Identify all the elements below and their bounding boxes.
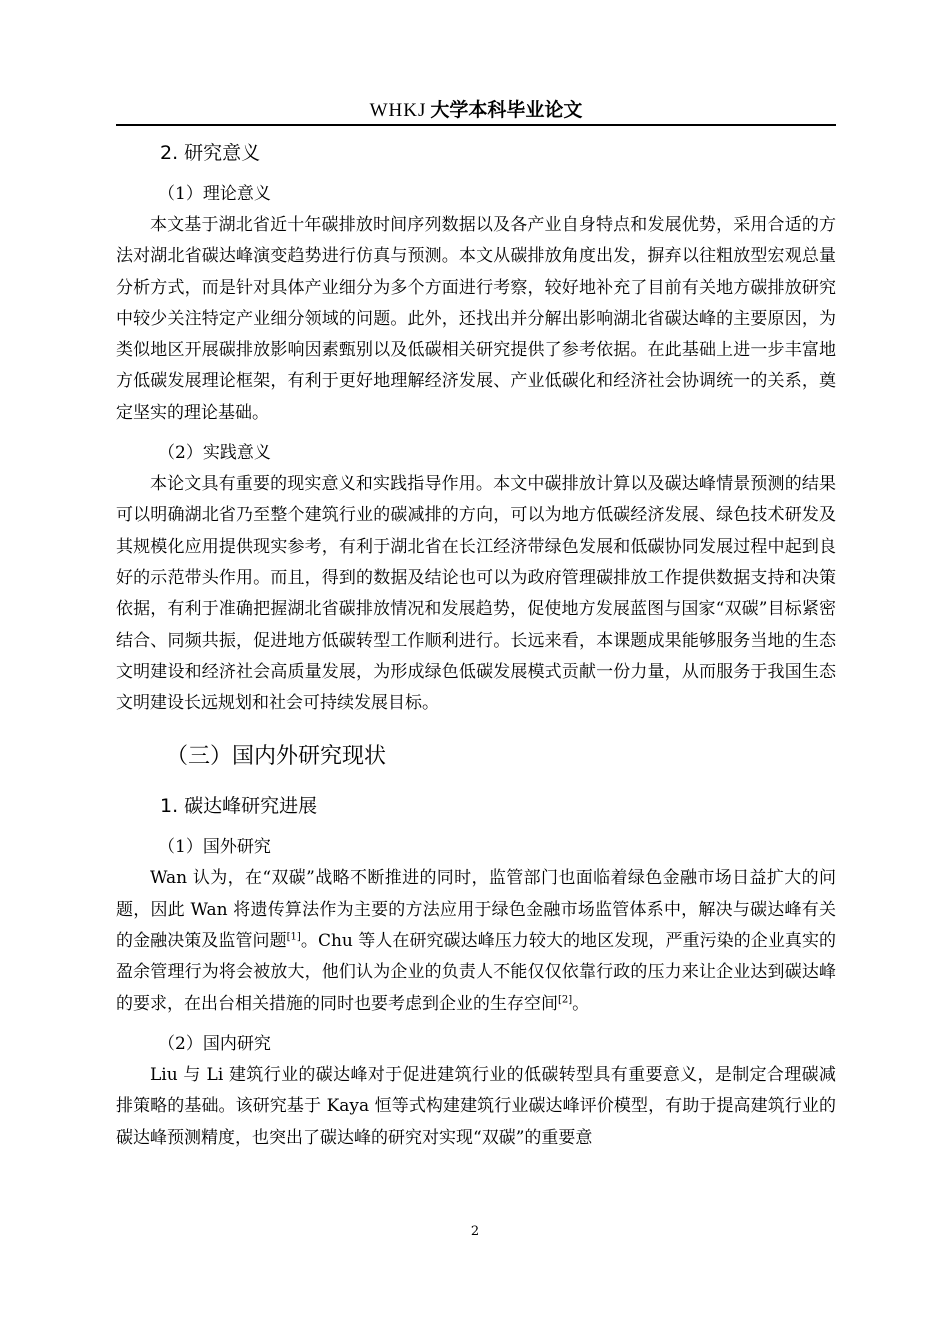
foreign-text-b: 。Chu 等人在研究碳达峰压力较大的地区发现，严重污染的企业真实的盈余管理行为将会被放大，他们认为企业的负责人不能仅仅依靠行政的压力来让企业达到碳达峰的要求，在出台相关措施的同时也要考虑到企业的生存空间 <box>116 931 837 1014</box>
practice-heading: （2）实践意义 <box>158 443 271 464</box>
page-number: 2 <box>470 1224 480 1239</box>
foreign-paragraph <box>116 863 836 1019</box>
citation-2: [2] <box>558 993 573 1005</box>
progress-heading: 1. 碳达峰研究进展 <box>160 795 318 818</box>
page-header <box>116 96 836 126</box>
significance-heading: 2. 研究意义 <box>160 142 261 164</box>
header-title: 大学本科毕业论文 <box>430 99 583 121</box>
research-status-heading: （三）国内外研究现状 <box>166 744 387 770</box>
foreign-heading: （1）国外研究 <box>158 837 271 858</box>
page-content <box>116 128 836 1154</box>
theory-heading: （1）理论意义 <box>158 184 271 204</box>
theory-paragraph: 本文基于湖北省近十年碳排放时间序列数据以及各产业自身特点和发展优势，采用合适的方法对湖北省碳达峰演变趋势进行仿真与预测。本文从碳排放角度出发，摒弃以往粗放型宏观总量分析方式，而是针对具体产业细分为多个方面进行考察，较好地补充了目前有关地方碳排放研究中较少关注特定产业细分领域的问题。此外，还找出并分解出影响湖北省碳达峰的主要原因，为类似地区开展碳排放影响因素甄别以及低碳相关研究提供了参考依据。在此基础上进一步丰富地方低碳发展理论框架，有利于更好地理解经济发展、产业低碳化和经济社会协调统一的关系，奠定坚实的理论基础。 <box>116 215 836 423</box>
foreign-text-a: Wan 认为，在“双碳”战略不断推进的同时，监管部门也面临着绿色金融市场日益扩大的问题，因此 Wan 将遗传算法作为主要的方法应用于绿色金融市场监管体系中，解决与碳达峰有关的金融决策及监管问题 <box>116 868 836 952</box>
foreign-text-c: 。 <box>572 993 590 1014</box>
domestic-heading: （2）国内研究 <box>158 1033 271 1054</box>
practice-paragraph: 本论文具有重要的现实意义和实践指导作用。本文中碳排放计算以及碳达峰情景预测的结果可以明确湖北省乃至整个建筑行业的碳减排的方向，可以为地方低碳经济发展、绿色技术研发及其规模化应用提供现实参考，有利于湖北省在长江经济带绿色发展和低碳协同发展过程中起到良好的示范带头作用。而且，得到的数据及结论也可以为政府管理碳排放工作提供数据支持和决策依据，有利于准确把握湖北省碳排放情况和发展趋势，促使地方发展蓝图与国家“双碳”目标紧密结合、同频共振，促进地方低碳转型工作顺利进行。长远来看，本课题成果能够服务当地的生态文明建设和经济社会高质量发展，为形成绿色低碳发展模式贡献一份力量，从而服务于我国生态文明建设长远规划和社会可持续发展目标。 <box>116 474 836 714</box>
citation-1: [1] <box>286 931 301 943</box>
header-org: WHKJ <box>369 100 427 121</box>
domestic-paragraph: Liu 与 Li 建筑行业的碳达峰对于促进建筑行业的低碳转型具有重要意义，是制定合理碳减排策略的基础。该研究基于 Kaya 恒等式构建建筑行业碳达峰评价模型，有助于提高建筑行业的碳达峰预测精度，也突出了碳达峰的研究对实现“双碳”的重要意 <box>116 1064 836 1148</box>
